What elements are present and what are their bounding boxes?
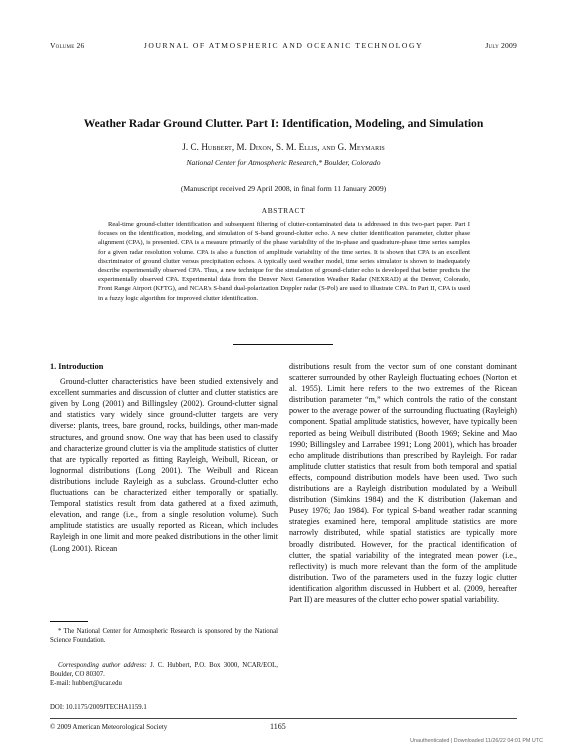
copyright-notice: © 2009 American Meteorological Society [50, 723, 168, 731]
correspondence-address: J. C. Hubbert, P.O. Box 3000, NCAR/EOL, Boulder, CO 80307. [50, 662, 278, 678]
affiliation: National Center for Atmospheric Research,* Boulder, Colorado [186, 158, 381, 167]
running-head [50, 41, 517, 53]
footer-divider [50, 718, 517, 719]
correspondence-label: Corresponding author address: [58, 662, 147, 669]
intro-paragraph-left: Ground-clutter characteristics have been studied extensively and excellent summaries and discussion of clutter and clutter statistics are given by Long (2001) and Billingsley (2002). Ground-clutter signal and statistics vary widely since ground-clutter targets are very diverse: plants, trees, bare ground, rocks, buildings, other man-made structures, and ground snow. One way that has been used to classify and characterize ground clutter is via the amplitude statistics of clutter that are typically reported as fitting Rayleigh, Weibull, Ricean, or lognormal distributions (Long 2001). The Weibull and Ricean distributions include Rayleigh as a subclass. Ground-clutter echo fluctuations can be characterized either temporally or spatially. Temporal statistics result from data gathered at a fixed azimuth, elevation, and range (i.e., from a single resolution volume). Such amplitude statistics are usually reported as Ricean, which includes Rayleigh in one limit and more peaked distributions in the other limit (Long 2001). Ricean [50, 377, 278, 553]
author-list: J. C. Hubbert, M. Dixon, S. M. Ellis, and G. Meymaris [182, 142, 385, 152]
journal-name: JOURNAL OF ATMOSPHERIC AND OCEANIC TECHNOLOGY [143, 41, 424, 50]
correspondence-note [50, 661, 278, 688]
left-column [50, 361, 278, 554]
abstract-divider [233, 344, 333, 345]
sponsor-footnote: * The National Center for Atmospheric Research is sponsored by the National Science Foundation. [50, 628, 278, 644]
issue-date: July 2009 [485, 41, 517, 50]
correspondence-email[interactable]: E-mail: hubbert@ucar.edu [50, 680, 122, 687]
right-column [289, 361, 517, 605]
paper-title: Weather Radar Ground Clutter. Part I: Identification, Modeling, and Simulation [83, 117, 484, 130]
volume-label: Volume 26 [50, 41, 85, 50]
manuscript-note: (Manuscript received 29 April 2008, in final form 11 January 2009) [180, 184, 387, 193]
section-heading: 1. Introduction [50, 362, 104, 371]
abstract-heading: ABSTRACT [261, 206, 306, 215]
download-stamp: Unauthenticated | Downloaded 11/26/22 04:01 PM UTC [410, 738, 543, 744]
footnote-divider [50, 621, 88, 622]
intro-paragraph-right: distributions result from the vector sum of one constant dominant scatterer surrounded by other Rayleigh fluctuating echoes (Norton et al. 1955). Limit here refers to the two extremes of the Ricean distribution parameter “m,” which controls the ratio of the constant power to the average power of the surrounding fluctuating (Rayleigh) component. Spatial amplitude statistics, however, have typically been reported as being Weibull distributed (Booth 1969; Sekine and Mao 1990; Billingsley and Larrabee 1991; Long 2001), which has broader echo amplitude distributions than prescribed by Rayleigh. For radar amplitude clutter statistics that result from both temporal and spatial effects, compound distribution models have been used. Two such distributions are a Rayleigh distribution modulated by a Weibull distribution (Simkins 1984) and the K distribution (Jakeman and Pusey 1976; Jao 1984). For typical S-band weather radar scanning strategies examined here, temporal amplitude statistics are more narrowly distributed, while spatial statistics are typically more broadly distributed. However, for the practical identification of clutter, the spatial variability of the integrated mean power (i.e., reflectivity) is much more relevant than the form of the amplitude distribution. Two of the parameters used in the fuzzy logic clutter identification algorithm discussed in Hubbert et al. (2009, hereafter Part II) are measures of the clutter echo power spatial variability. [289, 362, 517, 604]
abstract-text: Real-time ground-clutter identification and subsequent filtering of clutter-contaminated data is addressed in this two-part paper. Part I focuses on the identification, modeling, and simulation of S-band ground-clutter echo. A new clutter identification parameter, clutter phase alignment (CPA), is presented. CPA is a measure primarily of the phase variability of the in-phase and quadrature-phase time series samples for a given radar resolution volume. CPA is also a function of amplitude variability of the time series. It is shown that CPA is an excellent discriminator of ground clutter versus precipitation echoes. A typically used weather model, time series simulator is shown to inadequately describe experimentally observed CPA. Thus, a new technique for the simulation of ground-clutter echo is developed that better predicts the experimentally observed CPA. Experimental data from the Denver Next Generation Weather Radar (NEXRAD) at the Denver, Colorado, Front Range Airport (KFTG), and NCAR's S-band dual-polarization Doppler radar (S-Pol) are used to illustrate CPA. In Part II, CPA is used in a fuzzy logic algorithm for improved clutter identification. [98, 221, 470, 302]
doi-line[interactable]: DOI: 10.1175/2009JTECHA1159.1 [50, 704, 147, 711]
page-number: 1165 [270, 722, 286, 731]
